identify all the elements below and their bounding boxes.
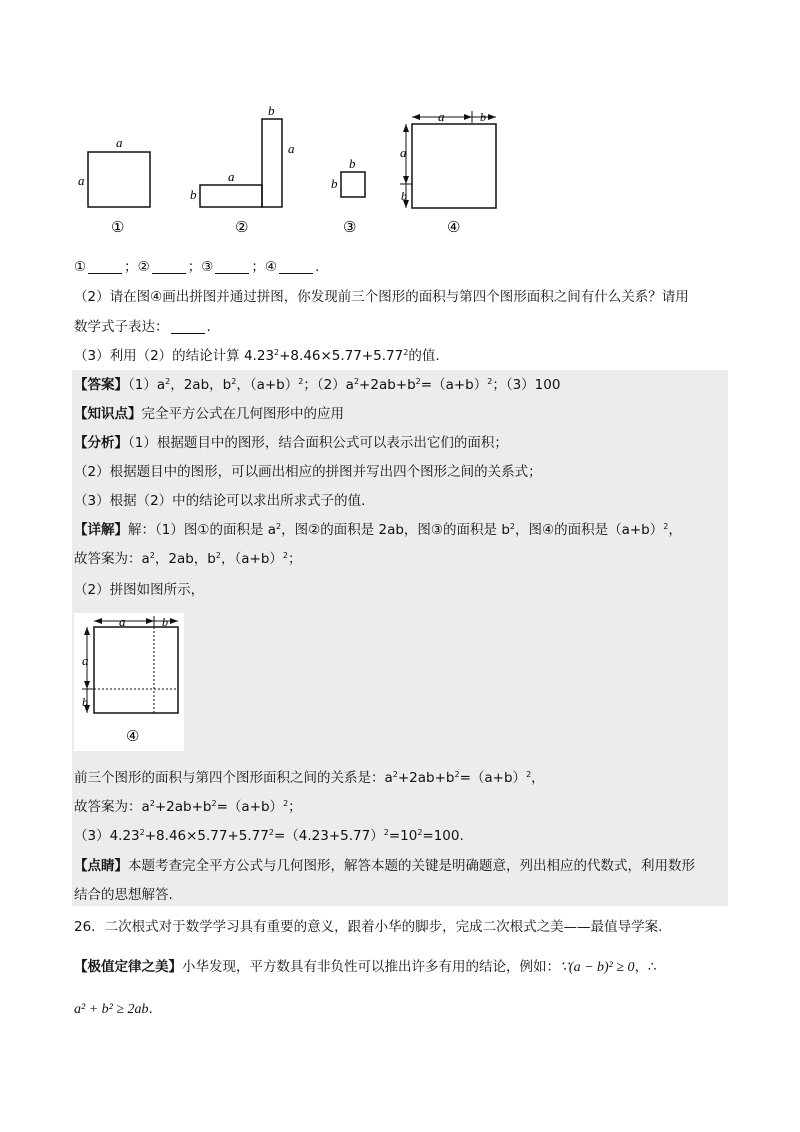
math-inequality-2: a² + b² ≥ 2ab [74,1002,149,1017]
figure-4 [400,109,496,236]
fig2-number: ② [235,220,249,236]
fig3-side-label: b [331,176,338,191]
fig3-number: ③ [343,220,357,236]
fig1-number: ① [111,220,125,236]
puzzle-figure [74,613,184,751]
figure-1 [78,135,150,236]
blank-4 [279,259,313,274]
detail-line-4: 前三个图形的面积与第四个图形面积之间的关系是：$a^2+2ab+b^2=(a+b)^2$， [74,770,545,786]
detail-line-3: （2）拼图如图所示， [74,582,205,598]
analysis-line-3: （3）根据（2）中的结论可以求出所求式子的值. [74,493,366,509]
fig2-a-bottom: a [228,169,235,184]
detail-line-2: 故答案为：$a^2$，2ab，$b^2$，$(a+b)^2$； [74,551,302,567]
fig3-top-label: b [349,156,356,171]
detail-line-1: 【详解】解：（1）图①的面积是 $a^2$，图②的面积是 2ab，图③的面积是 $b^2$，图④的面积是$(a+b)^2$， [74,522,682,538]
figures-svg [0,95,800,245]
fig1-side-label: a [78,173,85,188]
comment-line-1: 【点睛】本题考查完全平方公式与几何图形，解答本题的关键是明确题意，列出相应的代数式，利用数形 [74,858,695,874]
math-inequality-1: ∵(a − b)² ≥ 0 [560,960,635,975]
analysis-line-1: 【分析】（1）根据题目中的图形，结合面积公式可以表示出它们的面积； [74,435,508,451]
fig2-b-left: b [190,187,197,202]
mid-side-a: a [82,653,89,668]
fig4-number: ④ [447,220,461,236]
figure-row-top [0,95,800,245]
blank-3 [215,259,249,274]
blank-5 [171,319,205,334]
fig2-a-right: a [288,141,295,156]
fig4-side-a: a [400,145,407,160]
q26-line-2: 【极值定律之美】小华发现，平方数具有非负性可以推出许多有用的结论，例如：∵(a − b)² ≥ 0，∴ [74,959,657,975]
mid-side-b: b [82,695,88,709]
fig2-b-top: b [268,103,275,118]
figure-2 [190,103,295,236]
knowledge-line: 【知识点】完全平方公式在几何图形中的应用 [74,406,344,422]
fig4-top-b: b [480,110,486,124]
q26-line-1: 26．二次根式对于数学学习具有重要的意义，跟着小华的脚步，完成二次根式之美——最值导学案. [74,919,663,935]
fig4-side-b: b [401,189,407,203]
mid-top-a: a [119,614,126,629]
comment-line-2: 结合的思想解答. [74,887,173,903]
detail-line-6: $(3)4.23^2+8.46\times 5.77+5.77^2=(4.23+5.77)^2=10^2=100$. [74,828,464,844]
detail-line-5: 故答案为：$a^2+2ab+b^2=(a+b)^2$； [74,799,302,815]
blank-2 [152,259,186,274]
q26-line-3: a² + b² ≥ 2ab. [74,1001,153,1017]
q1-line: ① ；② ；③ ；④ . [74,259,320,275]
fig1-top-label: a [116,135,123,150]
mid-top-b: b [162,615,168,629]
fig4-top-a: a [438,109,445,124]
q2-line-1: （2）请在图④画出拼图并通过拼图，你发现前三个图形的面积与第四个图形面积之间有什么关系？请用 [74,289,689,305]
blank-1 [88,259,122,274]
analysis-line-2: （2）根据题目中的图形，可以画出相应的拼图并写出四个图形之间的关系式； [74,464,542,480]
q3-line: （3）利用（2）的结论计算 $4.23^2+8.46\times 5.77+5.77^2$的值. [74,348,440,364]
mid-number: ④ [126,729,140,745]
figure-3 [331,156,365,236]
q2-line-2: 数学式子表达： . [74,319,211,335]
answer-line: 【答案】$(1)a^2$，2ab，$b^2$，$(a+b)^2$；$(2)a^2+2ab+b^2=(a+b)^2$；（3）100 [74,377,561,393]
